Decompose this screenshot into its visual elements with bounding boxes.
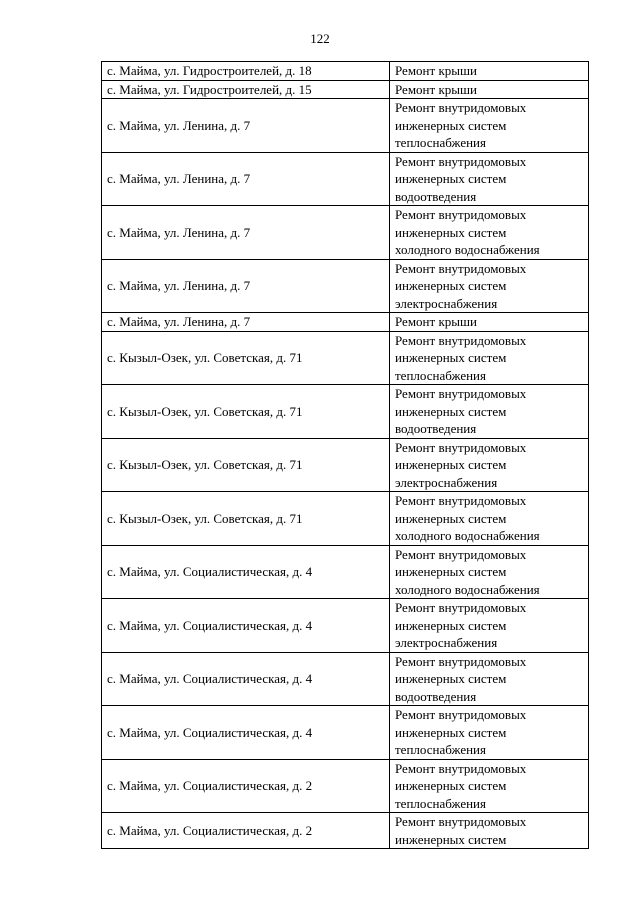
work-type-line: инженерных систем (395, 564, 507, 579)
work-type-line: Ремонт внутридомовых (395, 493, 527, 508)
work-type-line: водоотведения (395, 688, 477, 704)
work-type-line: инженерных систем (395, 117, 507, 133)
table-row (102, 492, 589, 546)
work-type-line: Ремонт внутридомовых (395, 600, 527, 615)
work-type-cell (390, 99, 589, 153)
address-cell: с. Кызыл-Озек, ул. Советская, д. 71 (102, 385, 390, 439)
table-row (102, 545, 589, 599)
work-type-line: Ремонт внутридомовых (395, 100, 527, 115)
works-table (101, 61, 589, 849)
work-type-line: водоотведения (395, 421, 477, 436)
work-type-cell (390, 759, 589, 813)
work-type-cell (390, 152, 589, 206)
table-row (102, 652, 589, 706)
works-table-body (102, 62, 589, 849)
works-table-container (101, 61, 588, 849)
work-type-cell (390, 813, 589, 849)
table-row (102, 206, 589, 260)
work-type-line: Ремонт внутридомовых (395, 707, 527, 722)
work-type-line: холодного водоснабжения (395, 242, 540, 257)
work-type-cell (390, 62, 589, 81)
table-row (102, 599, 589, 653)
work-type-line: Ремонт внутридомовых (395, 439, 527, 455)
work-type-line: теплоснабжения (395, 742, 486, 757)
address-cell: с. Майма, ул. Ленина, д. 7 (102, 313, 390, 332)
work-type-line: инженерных систем (395, 350, 507, 365)
work-type-line: инженерных систем (395, 403, 507, 419)
work-type-cell (390, 706, 589, 760)
table-row (102, 385, 589, 439)
work-type-line: инженерных систем (395, 831, 507, 847)
table-row (102, 438, 589, 492)
address-cell: с. Кызыл-Озек, ул. Советская, д. 71 (102, 438, 390, 492)
work-type-cell (390, 652, 589, 706)
work-type-line: инженерных систем (395, 278, 507, 293)
work-type-line: холодного водоснабжения (395, 528, 540, 543)
work-type-line: Ремонт внутридомовых (395, 153, 527, 169)
address-cell: с. Кызыл-Озек, ул. Советская, д. 71 (102, 492, 390, 546)
work-type-line: Ремонт внутридомовых (395, 207, 527, 222)
work-type-cell (390, 313, 589, 332)
address-cell: с. Майма, ул. Ленина, д. 7 (102, 99, 390, 153)
work-type-line: Ремонт внутридомовых (395, 546, 527, 562)
work-type-cell (390, 438, 589, 492)
address-cell: с. Майма, ул. Социалистическая, д. 4 (102, 545, 390, 599)
work-type-line: электроснабжения (395, 474, 498, 490)
table-row (102, 331, 589, 385)
work-type-line: водоотведения (395, 188, 477, 204)
work-type-line: Ремонт крыши (395, 314, 477, 329)
address-cell: с. Майма, ул. Социалистическая, д. 4 (102, 599, 390, 653)
work-type-line: электроснабжения (395, 295, 498, 311)
work-type-line: Ремонт внутридомовых (395, 332, 527, 348)
table-row (102, 813, 589, 849)
work-type-cell (390, 492, 589, 546)
work-type-cell (390, 331, 589, 385)
table-row (102, 759, 589, 813)
work-type-cell (390, 385, 589, 439)
work-type-line: инженерных систем (395, 457, 507, 472)
work-type-line: инженерных систем (395, 671, 507, 686)
address-cell: с. Кызыл-Озек, ул. Советская, д. 71 (102, 331, 390, 385)
work-type-line: инженерных систем (395, 510, 507, 526)
work-type-cell (390, 545, 589, 599)
address-cell: с. Майма, ул. Социалистическая, д. 2 (102, 759, 390, 813)
work-type-line: электроснабжения (395, 635, 498, 650)
work-type-line: инженерных систем (395, 171, 507, 186)
table-row (102, 62, 589, 81)
page-number: 122 (310, 31, 330, 46)
work-type-cell (390, 206, 589, 260)
address-cell: с. Майма, ул. Социалистическая, д. 2 (102, 813, 390, 849)
work-type-line: инженерных систем (395, 724, 507, 740)
address-cell: с. Майма, ул. Ленина, д. 7 (102, 206, 390, 260)
work-type-line: Ремонт внутридомовых (395, 386, 527, 401)
work-type-line: Ремонт крыши (395, 81, 477, 97)
work-type-line: инженерных систем (395, 224, 507, 240)
address-cell: с. Майма, ул. Гидростроителей, д. 18 (102, 62, 390, 81)
work-type-line: холодного водоснабжения (395, 581, 540, 597)
work-type-line: инженерных систем (395, 617, 507, 633)
work-type-line: Ремонт внутридомовых (395, 760, 527, 776)
table-row (102, 152, 589, 206)
address-cell: с. Майма, ул. Социалистическая, д. 4 (102, 652, 390, 706)
address-cell: с. Майма, ул. Ленина, д. 7 (102, 152, 390, 206)
table-row (102, 259, 589, 313)
work-type-line: инженерных систем (395, 778, 507, 793)
table-row (102, 313, 589, 332)
address-cell: с. Майма, ул. Гидростроителей, д. 15 (102, 80, 390, 99)
work-type-line: Ремонт внутридомовых (395, 260, 527, 276)
work-type-line: теплоснабжения (395, 367, 486, 383)
work-type-line: теплоснабжения (395, 135, 486, 150)
work-type-cell (390, 80, 589, 99)
work-type-line: Ремонт крыши (395, 63, 477, 78)
work-type-line: теплоснабжения (395, 795, 486, 811)
address-cell: с. Майма, ул. Социалистическая, д. 4 (102, 706, 390, 760)
work-type-cell (390, 259, 589, 313)
work-type-cell (390, 599, 589, 653)
work-type-line: Ремонт внутридомовых (395, 814, 527, 829)
address-cell: с. Майма, ул. Ленина, д. 7 (102, 259, 390, 313)
table-row (102, 706, 589, 760)
table-row (102, 80, 589, 99)
table-row (102, 99, 589, 153)
work-type-line: Ремонт внутридомовых (395, 653, 527, 669)
